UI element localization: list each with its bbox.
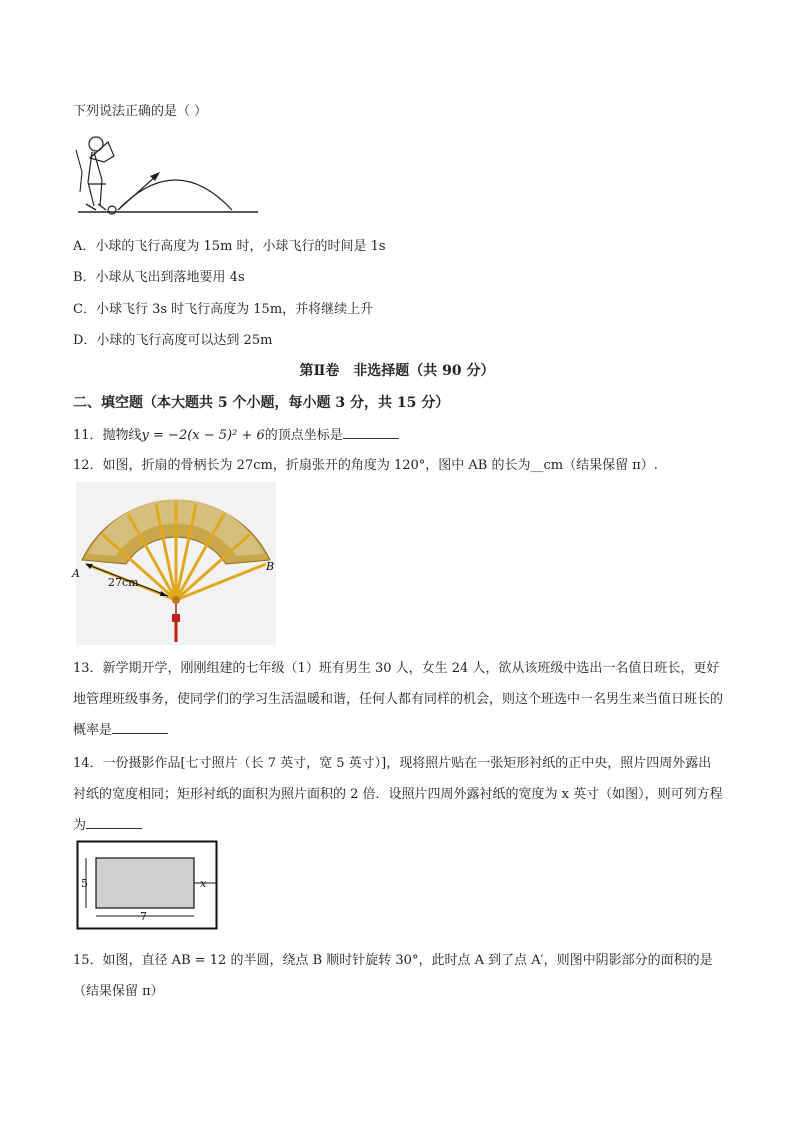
q13-text: 13．新学期开学，刚刚组建的七年级（1）班有男生 30 人，女生 24 人，欲从该班级中选出一名值日班长，更好地管理班级事务，使同学们的学习生活温暖和谐，任何人都有同样的机会，则这个班选中一名男生来当值日班长的概率是 [73, 661, 724, 738]
fan-label-length: 27cm [108, 576, 139, 589]
section-heading: 二、填空题（本大题共 5 个小题，每小题 3 分，共 15 分） [73, 395, 450, 411]
frame-label-7: 7 [140, 910, 147, 923]
q11 [73, 426, 399, 445]
q10-stem: 下列说法正确的是（ ） [73, 104, 208, 119]
frame-label-x: x [200, 877, 207, 890]
fan-label-a: A [72, 567, 80, 580]
section-title: 第Ⅱ卷 非选择题（共 90 分） [299, 363, 495, 379]
q10-option-a: A．小球的飞行高度为 15m 时，小球飞行的时间是 1s [73, 239, 386, 254]
q11-answer-blank [343, 426, 399, 439]
golfer-figure [72, 132, 262, 224]
q10-option-b: B．小球从飞出到落地要用 4s [73, 270, 245, 285]
fan-label-b: B [266, 560, 275, 573]
q11-formula: y = −2(x − 5)² + 6 [141, 428, 265, 443]
q11-suffix: 的顶点坐标是 [264, 428, 343, 443]
q11-prefix: 11．抛物线 [73, 428, 142, 443]
photo-frame-figure [76, 840, 218, 930]
q10-option-d: D．小球的飞行高度可以达到 25m [73, 333, 273, 348]
fan-figure [72, 482, 276, 645]
q14 [73, 748, 723, 841]
q12-text: 12．如图，折扇的骨柄长为 27cm，折扇张开的角度为 120°，图中 AB 的长为__cm（结果保留 π）. [73, 458, 658, 473]
q13-answer-blank [112, 721, 168, 734]
q10-option-c: C．小球飞行 3s 时飞行高度为 15m，并将继续上升 [73, 302, 374, 317]
q14-text: 14．一份摄影作品[七寸照片（长 7 英寸，宽 5 英寸）]，现将照片贴在一张矩形衬纸的正中央，照片四周外露出衬纸的宽度相同；矩形衬纸的面积为照片面积的 2 倍．设照片四周外露衬纸的宽度为 x 英寸（如图），则可列方程为 [73, 756, 723, 833]
q13 [73, 653, 723, 746]
q14-answer-blank [86, 816, 142, 829]
frame-label-5: 5 [81, 877, 88, 890]
q15-text: 15．如图，直径 AB = 12 的半圆，绕点 B 顺时针旋转 30°，此时点 A 到了点 A′，则图中阴影部分的面积的是（结果保留 π） [73, 953, 713, 999]
